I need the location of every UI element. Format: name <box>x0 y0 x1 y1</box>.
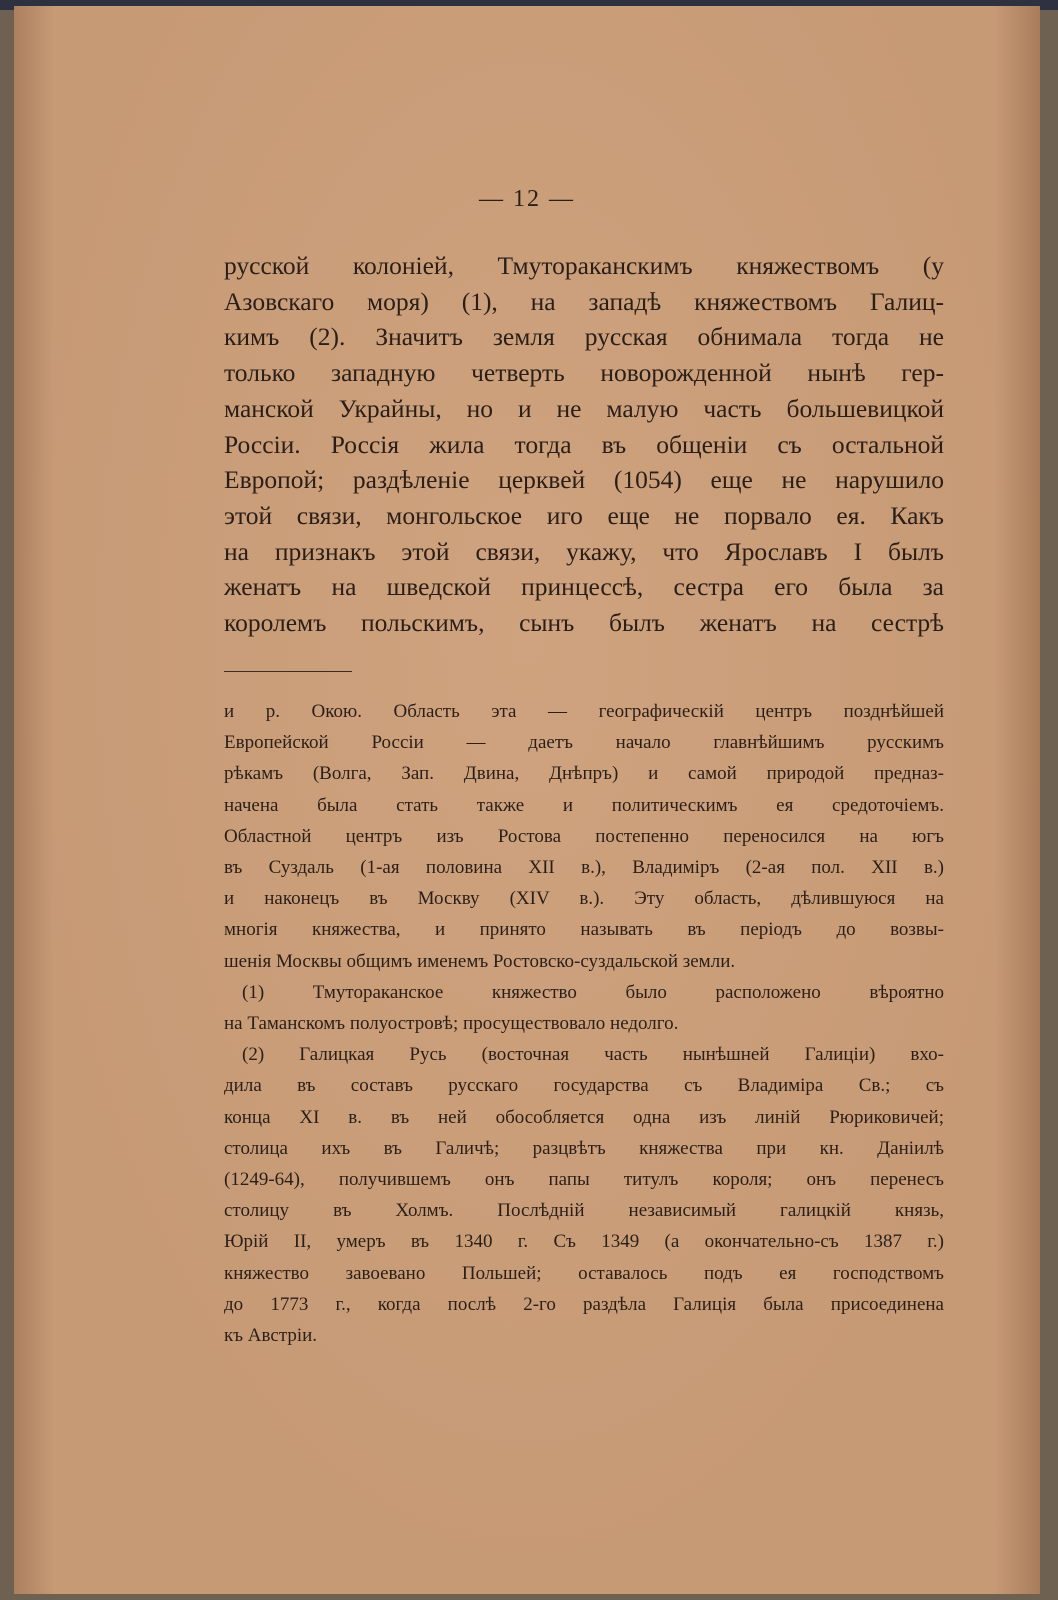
footnote-line: Областной центръ изъ Ростова постепенно переносился на югъ <box>224 825 944 847</box>
main-text-line: королемъ польскимъ, сынъ былъ женатъ на сестрѣ <box>224 608 944 638</box>
footnote-2-line: до 1773 г., когда послѣ 2-го раздѣла Галиція была присоединена <box>224 1293 944 1315</box>
main-text-line: на признакъ этой связи, укажу, что Ярославъ I былъ <box>224 536 944 566</box>
footnote-1-line: (1) Тмутораканское княжество было расположено вѣроятно <box>242 981 944 1003</box>
footnote-line: въ Суздаль (1-ая половина XII в.), Владиміръ (2-ая пол. XII в.) <box>224 857 944 879</box>
footnote-2-line: Юрій II, умеръ въ 1340 г. Съ 1349 (а окончательно-съ 1387 г.) <box>224 1231 944 1253</box>
footnote-2-line: столицу въ Холмъ. Послѣдній независимый галицкій князь, <box>224 1200 944 1222</box>
main-text-line: только западную четверть новорожденной нынѣ гер- <box>224 358 944 388</box>
main-text-line: кимъ (2). Значитъ земля русская обнимала тогда не <box>224 322 944 352</box>
footnote-2-line: (2) Галицкая Русь (восточная часть нынѣшней Галиціи) вхо- <box>242 1044 944 1066</box>
footnote-line: и р. Окою. Область эта — географическій центръ позднѣйшей <box>224 701 944 722</box>
main-text-line: женатъ на шведской принцессѣ, сестра его была за <box>224 572 944 602</box>
footnote-2-line: дила въ составъ русскаго государства съ Владиміра Св.; съ <box>224 1075 944 1097</box>
footnote-line: Европейской Россіи — даетъ начало главнѣйшимъ русскимъ <box>224 732 944 754</box>
main-text-line: Европой; раздѣленіе церквей (1054) еще не нарушило <box>224 465 944 495</box>
footnote-line: многія княжества, и принято называть въ періодъ до возвы- <box>224 919 944 941</box>
page-number: — 12 — <box>479 186 575 212</box>
main-text <box>224 248 944 641</box>
footnote-separator <box>224 671 352 672</box>
footnote-2-line: княжество завоевано Польшей; оставалось подъ ея господствомъ <box>224 1262 944 1284</box>
book-page <box>14 6 1040 1594</box>
main-text-line: русской колоніей, Тмутораканскимъ княжествомъ (у <box>224 251 944 280</box>
footnote-line: рѣкамъ (Волга, Зап. Двина, Днѣпръ) и самой природой предназ- <box>224 763 944 785</box>
footnote-1-line: на Таманскомъ полуостровѣ; просуществовало недолго. <box>224 1013 679 1035</box>
footnote-line: и наконецъ въ Москву (XIV в.). Эту область, дѣлившуюся на <box>224 888 944 910</box>
main-text-line: Азовскаго моря) (1), на западѣ княжествомъ Галиц- <box>224 286 944 316</box>
footnote-2-line: (1249-64), получившемъ онъ папы титулъ короля; онъ перенесъ <box>224 1169 944 1191</box>
footnote-2-line: столица ихъ въ Галичѣ; разцвѣтъ княжества при кн. Даніилѣ <box>224 1137 944 1159</box>
main-text-line: манской Украйны, но и не малую часть большевицкой <box>224 393 944 423</box>
footnote-2-line: конца XI в. въ ней обособляется одна изъ линій Рюриковичей; <box>224 1106 944 1128</box>
footnote-line: шенія Москвы общимъ именемъ Ростовско-суздальской земли. <box>224 950 736 972</box>
footnote-line: начена была стать также и политическимъ ея средоточіемъ. <box>224 794 944 816</box>
main-text-line: Россіи. Россія жила тогда въ общеніи съ остальной <box>224 429 944 459</box>
footnotes <box>224 696 944 1351</box>
footnote-2-line: къ Австріи. <box>224 1325 318 1347</box>
main-text-line: этой связи, монгольское иго еще не порвало ея. Какъ <box>224 500 944 530</box>
